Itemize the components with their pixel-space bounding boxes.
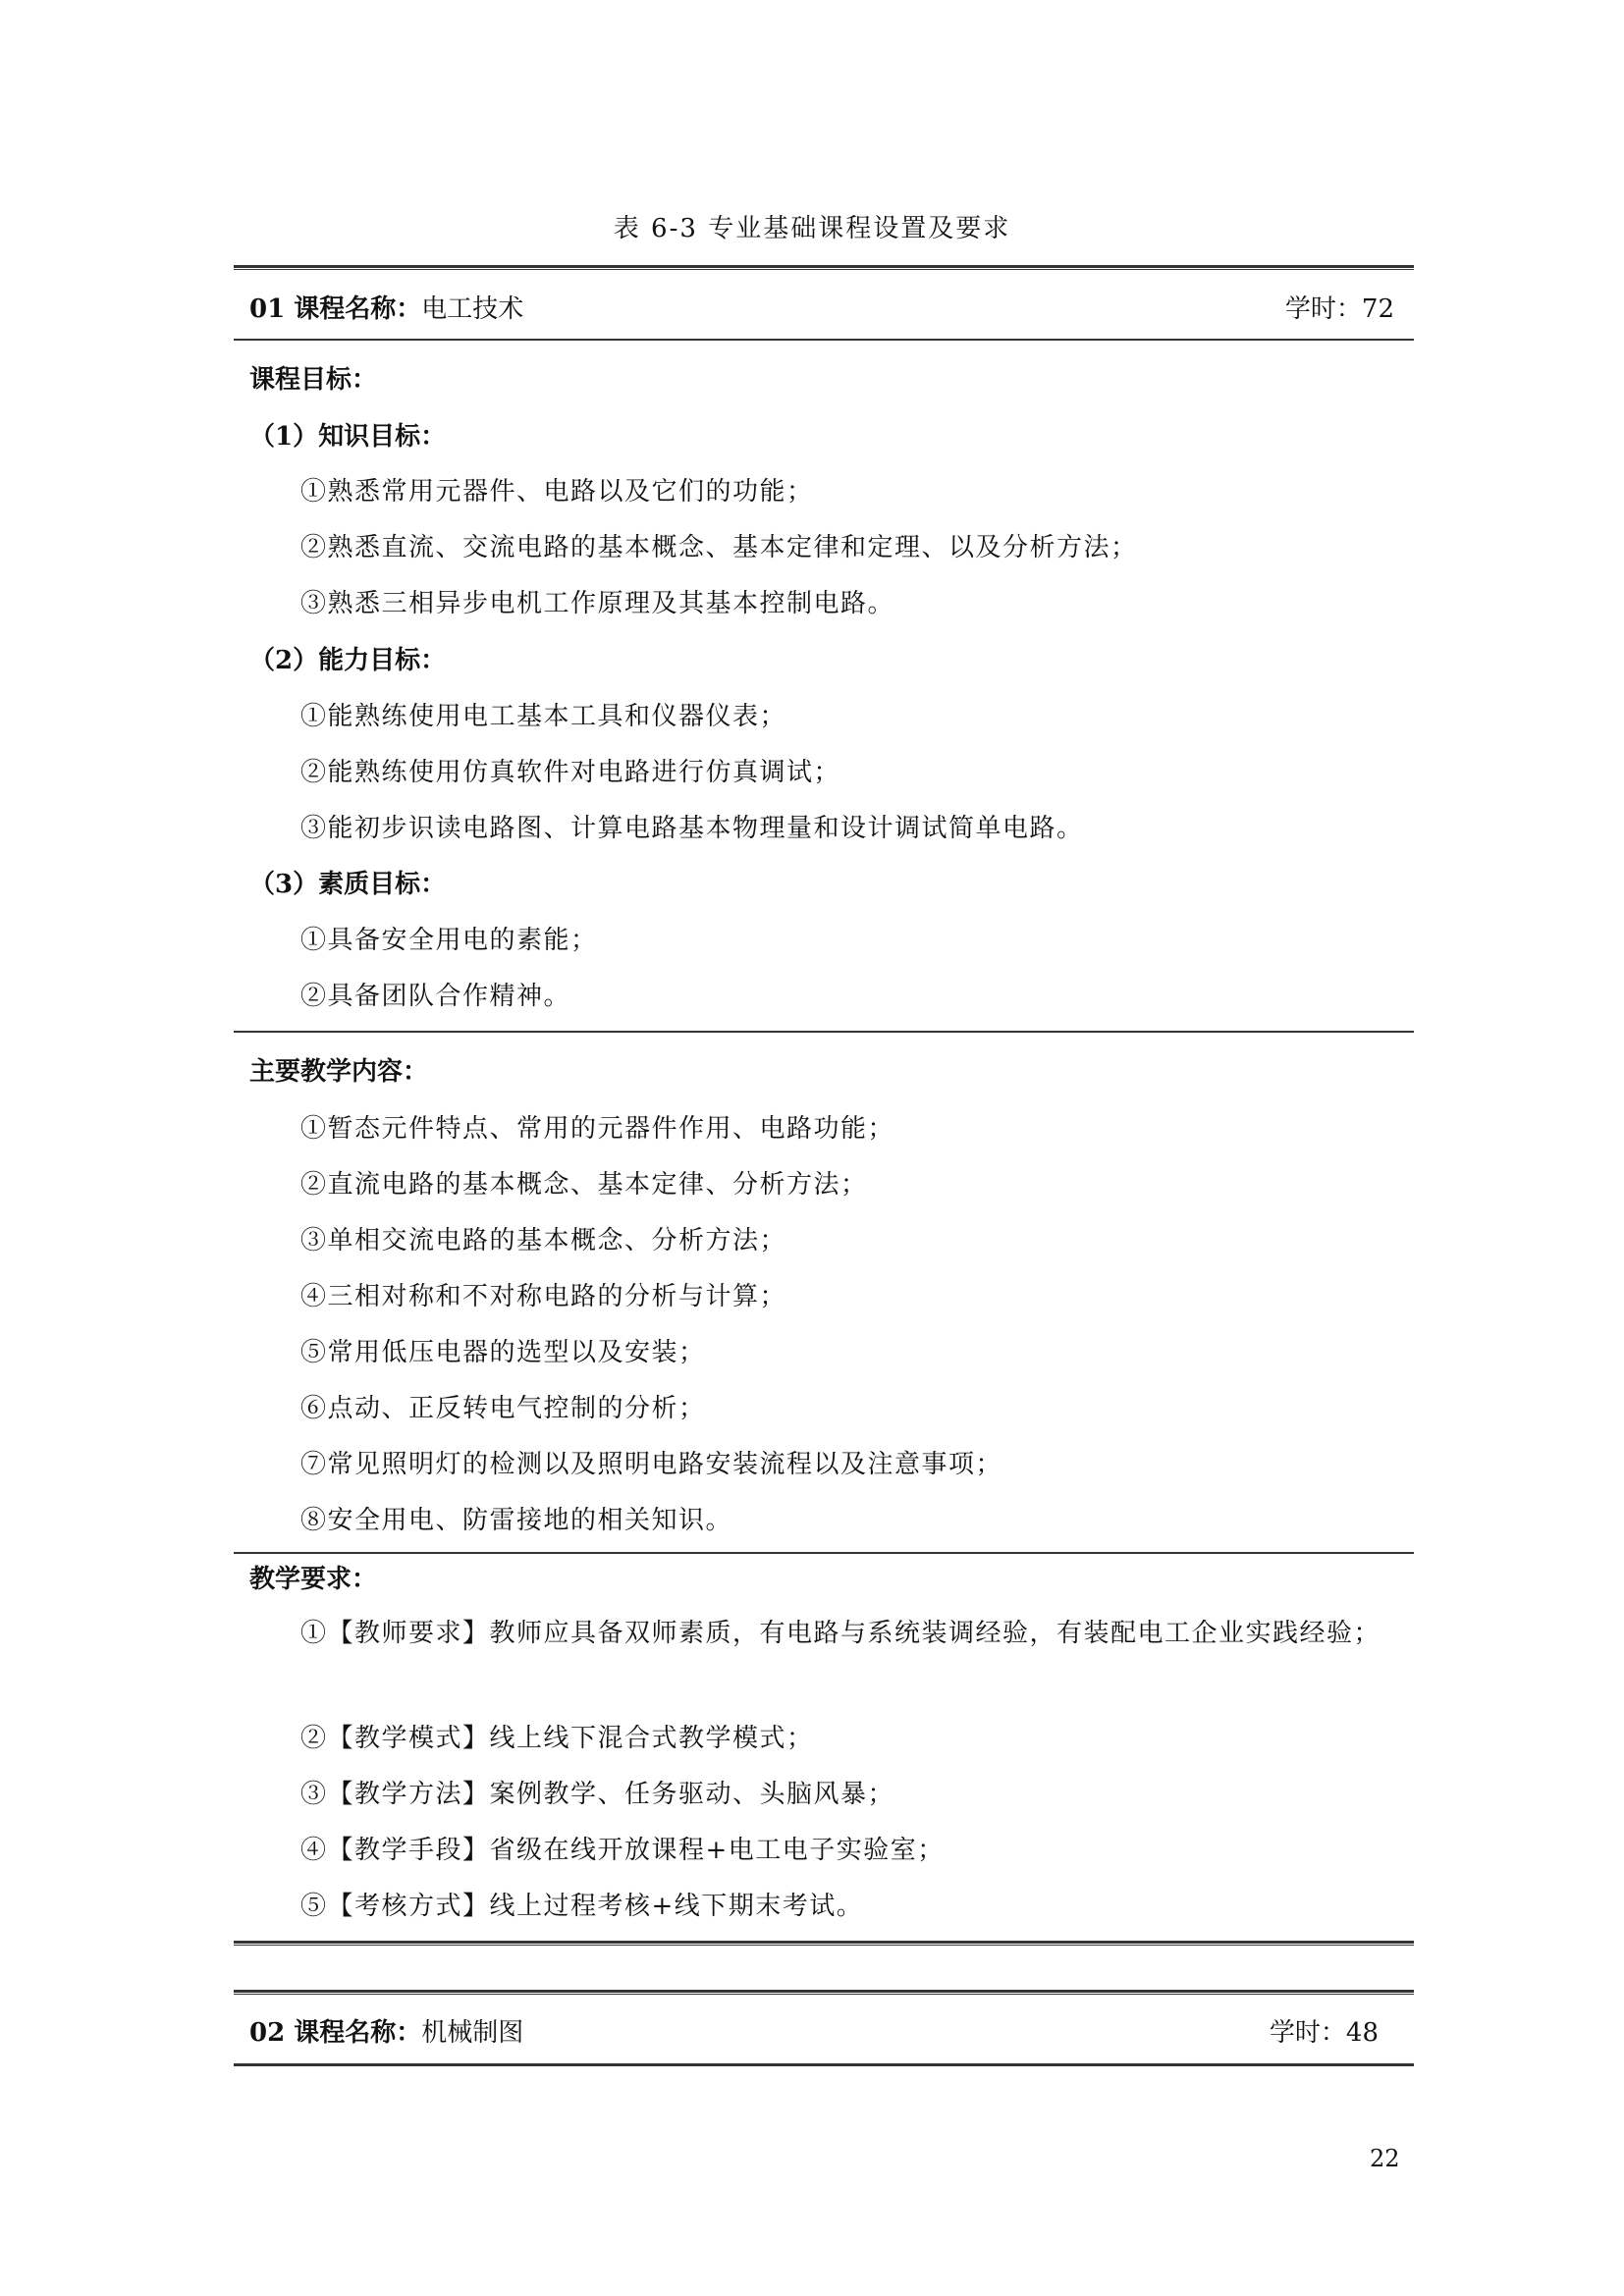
content-rule [234,1552,1414,1554]
requirement-item: ⑤【考核方式】线上过程考核+线下期末考试。 [300,1892,864,1921]
requirement-item: ④【教学手段】省级在线开放课程+电工电子实验室； [300,1836,945,1865]
objectives-title: 课程目标： [249,365,378,395]
knowledge-title: （1）知识目标： [249,422,447,452]
course-02-header [249,2010,1394,2050]
ability-item: ②能熟练使用仿真软件对电路进行仿真调试； [300,758,841,787]
content-item: ⑤常用低压电器的选型以及安装； [300,1338,706,1367]
content-item: ⑧安全用电、防雷接地的相关知识。 [300,1506,733,1535]
course-02-bottom-rule [234,2063,1414,2066]
page-number: 22 [1370,2145,1400,2172]
ability-item: ①能熟练使用电工基本工具和仪器仪表； [300,702,787,731]
course-01-header-rule [234,339,1414,341]
content-item: ②直流电路的基本概念、基本定律、分析方法； [300,1170,868,1200]
course-02-hours-block [1270,2012,1379,2049]
requirement-item: ②【教学模式】线上线下混合式教学模式； [300,1724,814,1753]
course-01-name-block [249,289,523,325]
content-item: ④三相对称和不对称电路的分析与计算； [300,1282,787,1311]
table-caption: 表 6-3 专业基础课程设置及要求 [613,214,1011,243]
course-02-name-block [249,2012,523,2049]
course-01-header [249,287,1394,326]
requirement-item: ①【教师要求】教师应具备双师素质，有电路与系统装调经验，有装配电工企业实践经验； [300,1619,1381,1648]
quality-item: ①具备安全用电的素能； [300,926,598,955]
content-item: ③单相交流电路的基本概念、分析方法； [300,1226,787,1255]
knowledge-item: ②熟悉直流、交流电路的基本概念、基本定律和定理、以及分析方法； [300,533,1138,562]
course-01-name: 电工技术 [421,294,524,324]
content-title: 主要教学内容： [249,1057,429,1087]
ability-title: （2）能力目标： [249,646,447,675]
course-02-top-rule [234,1990,1414,1995]
ability-item: ③能初步识读电路图、计算电路基本物理量和设计调试简单电路。 [300,814,1084,843]
knowledge-item: ③熟悉三相异步电机工作原理及其基本控制电路。 [300,589,895,618]
content-item: ⑦常见照明灯的检测以及照明电路安装流程以及注意事项； [300,1450,1003,1479]
knowledge-item: ①熟悉常用元器件、电路以及它们的功能； [300,477,814,507]
course-02-name-label: 02 课程名称： [249,2017,422,2048]
bottom-double-rule [234,1941,1414,1946]
quality-title: （3）素质目标： [249,870,447,899]
course-02-hours-label: 学时： [1269,2017,1346,2048]
course-01-hours-label: 学时： [1284,294,1362,324]
content-item: ①暂态元件特点、常用的元器件作用、电路功能； [300,1114,895,1144]
course-01-hours: 72 [1361,294,1394,324]
content-item: ⑥点动、正反转电气控制的分析； [300,1394,706,1423]
requirement-item: ③【教学方法】案例教学、任务驱动、头脑风暴； [300,1780,895,1809]
course-02-name: 机械制图 [421,2017,524,2048]
quality-item: ②具备团队合作精神。 [300,982,571,1011]
requirements-title: 教学要求： [249,1565,378,1594]
course-01-name-label: 01 课程名称： [249,294,422,324]
top-double-rule [234,265,1414,270]
course-01-hours-block [1285,289,1394,325]
course-02-hours: 48 [1345,2017,1379,2048]
objectives-rule [234,1031,1414,1033]
